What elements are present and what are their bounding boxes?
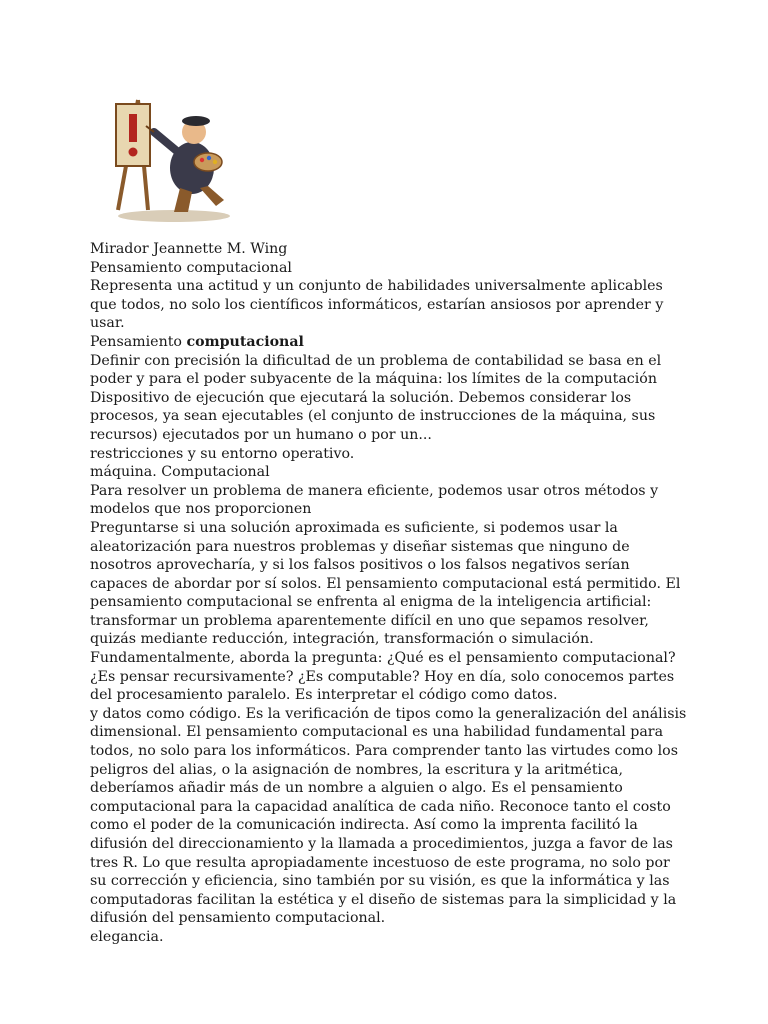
paragraph-9: y datos como código. Es la verificación de tipos como la generalización del análisis dimensional. El pensamiento computacional es una habilidad fundamental para todos, no solo para los informáticos. Para comprender tanto las virtudes como los peligros del alias, o la asignación de nombres, la escritura y la aritmética, deberíamos añadir más de un nombre a alguien o algo. Es el pensamiento computacional para la capacidad analítica de cada niño. Reconoce tanto el costo como el poder de la comunicación indirecta. Así como la imprenta facilitó la difusión del direccionamiento y la llamada a procedimientos, juzga a favor de las tres R. Lo que resulta apropiadamente incestuoso de este programa, no solo por su corrección y eficiencia, sino también por su visión, es que la informática y las computadoras facilitan la estética y el diseño de sistemas para la simplicidad y la difusión del pensamiento computacional. bbox=[90, 705, 687, 927]
paragraph-5: máquina. Computacional bbox=[90, 464, 270, 481]
paragraph-2: Definir con precisión la dificultad de un problema de contabilidad se basa en el poder y para el poder subyacente de la máquina: los límites de la computación bbox=[90, 352, 662, 388]
title-line: Pensamiento computacional bbox=[90, 259, 292, 276]
paragraph-6: Para resolver un problema de manera eficiente, podemos usar otros métodos y modelos que nos proporcionen bbox=[90, 482, 659, 518]
paint-dab-blue bbox=[207, 156, 211, 160]
ground-shadow bbox=[118, 210, 230, 222]
section-heading-plain: Pensamiento bbox=[90, 333, 187, 350]
paragraph-8: Fundamentalmente, aborda la pregunta: ¿Qué es el pensamiento computacional? ¿Es pensar recursivamente? ¿Es computable? Hoy en día, solo conocemos partes del procesamiento paralelo. Es interpretar el código como datos. bbox=[90, 650, 676, 704]
paragraph-10: elegancia. bbox=[90, 928, 164, 945]
painter-beret bbox=[182, 116, 210, 126]
paragraph-1: Representa una actitud y un conjunto de habilidades universalmente aplicables que todos, no solo los científicos informáticos, estarían ansiosos por aprender y usar. bbox=[90, 278, 664, 332]
exclamation-mark-dot bbox=[129, 148, 138, 157]
painter-leg-right bbox=[200, 186, 224, 206]
exclamation-mark-bar bbox=[129, 114, 137, 142]
document-body bbox=[90, 240, 690, 947]
paragraph-4: restricciones y su entorno operativo. bbox=[90, 445, 355, 462]
painter-arm bbox=[154, 132, 178, 152]
palette bbox=[194, 153, 222, 171]
paragraph-3: Dispositivo de ejecución que ejecutará la solución. Debemos considerar los procesos, ya sean ejecutables (el conjunto de instrucciones de la máquina, sus recursos) ejecutados por un humano o por un... bbox=[90, 389, 656, 443]
section-heading bbox=[90, 333, 690, 352]
paint-dab-yellow bbox=[213, 160, 217, 164]
painter-illustration bbox=[96, 88, 232, 224]
author-line: Mirador Jeannette M. Wing bbox=[90, 241, 288, 257]
section-heading-bold: computacional bbox=[186, 333, 304, 350]
paragraph-7: Preguntarse si una solución aproximada es suficiente, si podemos usar la aleatorización para nuestros problemas y diseñar sistemas que ninguno de nosotros aprovecharía, y si los falsos positivos o los falsos negativos serían capaces de abordar por sí solos. El pensamiento computacional está permitido. El pensamiento computacional se enfrenta al enigma de la inteligencia artificial: transformar un problema aparentemente difícil en uno que sepamos resolver, quizás mediante reducción, integración, transformación o simulación. bbox=[90, 519, 681, 648]
paint-dab-red bbox=[200, 158, 204, 162]
painter-leg-left bbox=[174, 188, 192, 212]
